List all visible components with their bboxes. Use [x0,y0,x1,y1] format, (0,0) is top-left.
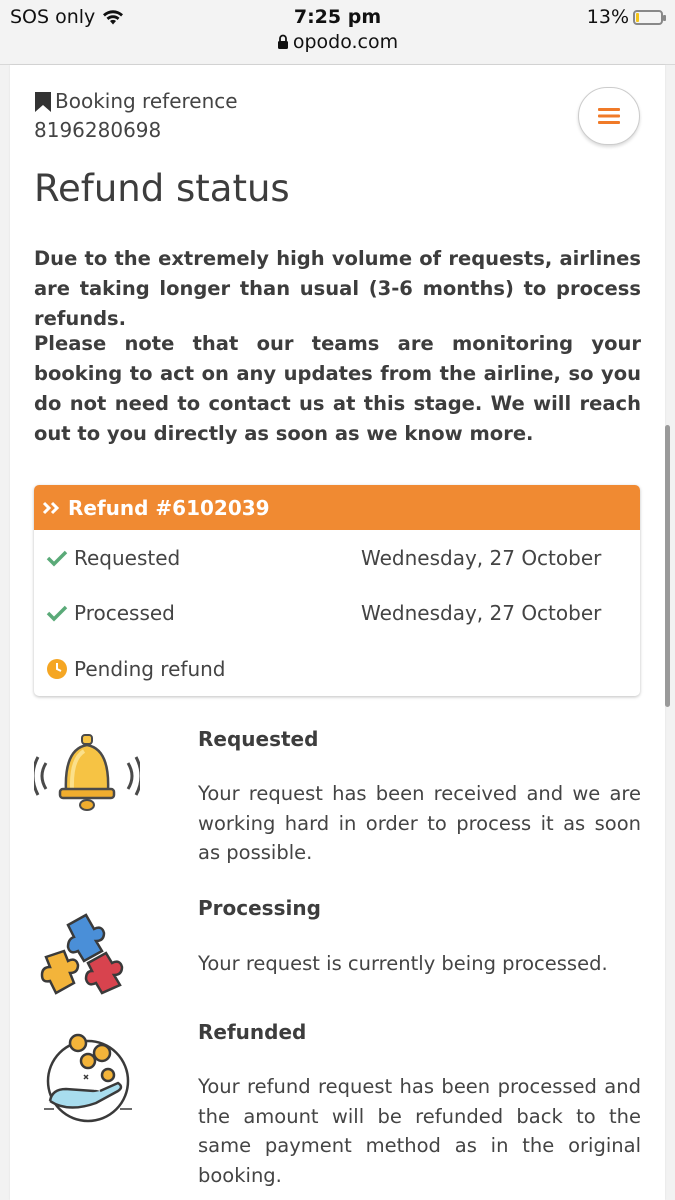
carrier-text: SOS only [10,6,96,28]
step-requested [46,546,180,570]
step-date: Wednesday, 27 October [361,546,602,570]
refund-card [34,485,640,696]
checkmark-icon [46,549,68,567]
notice-monitoring: Please note that our teams are monitoring your booking to act on any updates from the airline, so you do not need to contact us at this stage. We will reach out to you directly as soon as we know more. [34,332,641,445]
booking-reference [34,87,238,145]
refund-number: Refund #6102039 [68,495,270,520]
battery-area [587,6,663,28]
info-title-refunded: Refunded [198,1020,307,1044]
info-text-requested: Your request has been received and we are working hard in order to process it as soon as possible. [198,782,641,864]
notice-delay: Due to the extremely high volume of requests, airlines are taking longer than usual (3-6 months) to process refunds. [34,247,641,330]
clock-icon [46,658,68,680]
booking-reference-number: 8196280698 [34,118,162,142]
clock-time: 7:25 pm [293,6,382,28]
step-date: Wednesday, 27 October [361,601,602,625]
page-title: Refund status [34,167,290,210]
menu-button[interactable] [578,87,640,145]
info-text-refunded: Your refund request has been processed and the amount will be refunded back to the same payment method as in the original booking. [198,1075,641,1187]
refund-card-header[interactable] [34,485,640,530]
battery-icon [633,10,663,25]
double-chevron-right-icon [42,500,62,516]
address-bar[interactable] [0,31,675,53]
bell-icon [34,733,140,819]
step-label: Requested [74,546,181,570]
step-label: Pending refund [74,657,226,681]
url-text: opodo.com [292,31,399,53]
step-label: Processed [74,601,175,625]
status-bar [0,0,675,65]
scrollbar[interactable] [665,425,670,707]
lock-icon [277,34,289,49]
battery-percent: 13% [586,6,629,28]
puzzle-icon [38,911,134,1001]
page-content [10,65,665,1200]
step-pending-refund [46,657,225,681]
coins-hand-icon [38,1031,134,1127]
checkmark-icon [46,604,68,622]
info-title-requested: Requested [198,727,319,751]
hamburger-menu-icon [598,107,620,125]
step-processed [46,601,175,625]
info-text-processing: Your request is currently being processed. [198,952,608,975]
booking-reference-label: Booking reference [55,89,238,113]
bookmark-icon [34,91,52,113]
info-title-processing: Processing [198,896,321,920]
